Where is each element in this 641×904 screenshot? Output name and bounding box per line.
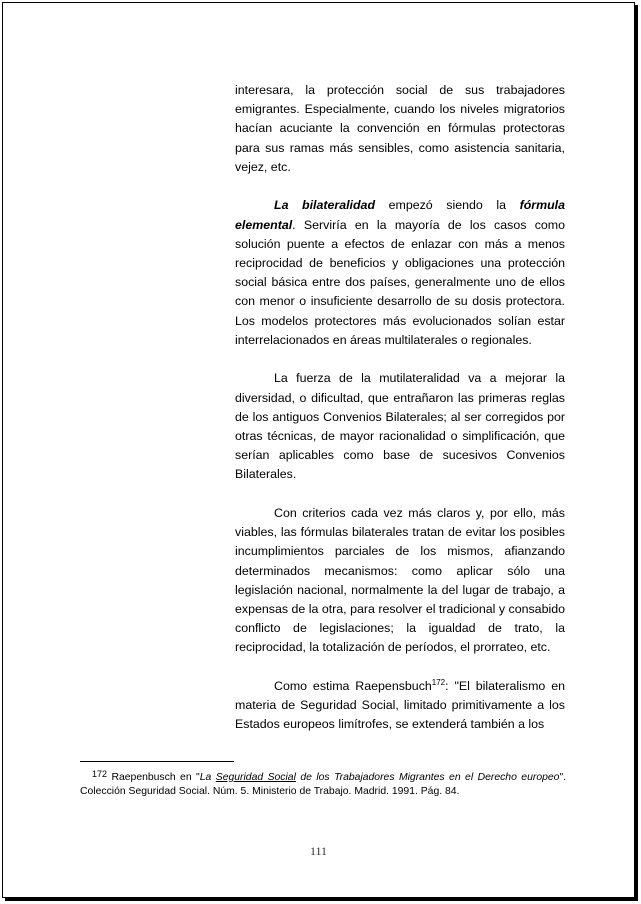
- footnote-title-b: Seguridad Social: [215, 772, 296, 783]
- paragraph-5-text-a: Como estima Raepensbuch: [274, 679, 432, 694]
- footnote-separator: [80, 761, 234, 762]
- emphasis-bilateralidad: La bilateralidad: [274, 198, 376, 213]
- footnote: [80, 767, 566, 799]
- paragraph-5: [235, 677, 565, 735]
- footnote-reference[interactable]: 172: [431, 678, 446, 688]
- document-page: [2, 2, 635, 898]
- footnote-title-c: de los Trabajadores Migrantes en el Derecho europeo: [295, 772, 560, 783]
- emphasis-formula-elemental: fórmula elemental: [235, 198, 565, 232]
- body-text: [235, 81, 565, 735]
- paragraph-2-text-b: . Serviría en la mayoría de los casos como solución puente a efectos de enlazar con más a menos reciprocidad de beneficios y obligaciones una protección social básica entre dos países, generalmente uno de ellos con menor o insuficiente desarrollo de su dosis protectora. Los modelos protectores más evolucionados solían estar interrelacionados en áreas multilaterales o regionales.: [235, 217, 565, 347]
- paragraph-3: La fuerza de la mutilateralidad va a mejorar la diversidad, o dificultad, que entrañaron las primeras reglas de los antiguos Convenios Bilaterales; al ser corregidos por otras técnicas, de mayor racionalidad o simplificación, que serían aplicables como base de sucesivos Convenios Bilaterales.: [235, 371, 565, 482]
- footnote-title-a: La: [199, 772, 216, 783]
- footnote-author: Raepenbusch en ": [107, 772, 200, 783]
- footnote-number: 172: [92, 769, 108, 779]
- paragraph-2: [235, 196, 565, 350]
- page-number: 111: [309, 844, 328, 858]
- footnote-reference-text: ". Colección Seguridad Social. Núm. 5. Ministerio de Trabajo. Madrid. 1991. Pág. 84.: [80, 772, 567, 797]
- footnote-title: [200, 772, 560, 783]
- paragraph-2-text-a: empezó siendo la: [375, 198, 520, 213]
- paragraph-1: interesara, la protección social de sus trabajadores emigrantes. Especialmente, cuando los niveles migratorios hacían acuciante la convención en fórmulas protectoras para sus ramas más sensibles, como asistencia sanitaria, vejez, etc.: [235, 83, 565, 174]
- paragraph-5-text-b: : "El bilateralismo en materia de Seguridad Social, limitado primitivamente a los Estados europeos limítrofes, se extenderá también a los: [235, 679, 565, 732]
- paragraph-4: Con criterios cada vez más claros y, por ello, más viables, las fórmulas bilaterales tratan de evitar los posibles incumplimientos parciales de los mismos, afianzando determinados mecanismos: como aplicar sólo una legislación nacional, normalmente la del lugar de trabajo, a expensas de la otra, para resolver el tradicional y consabido conflicto de legislaciones; la igualdad de trato, la reciprocidad, la totalización de períodos, el prorrateo, etc.: [235, 506, 565, 655]
